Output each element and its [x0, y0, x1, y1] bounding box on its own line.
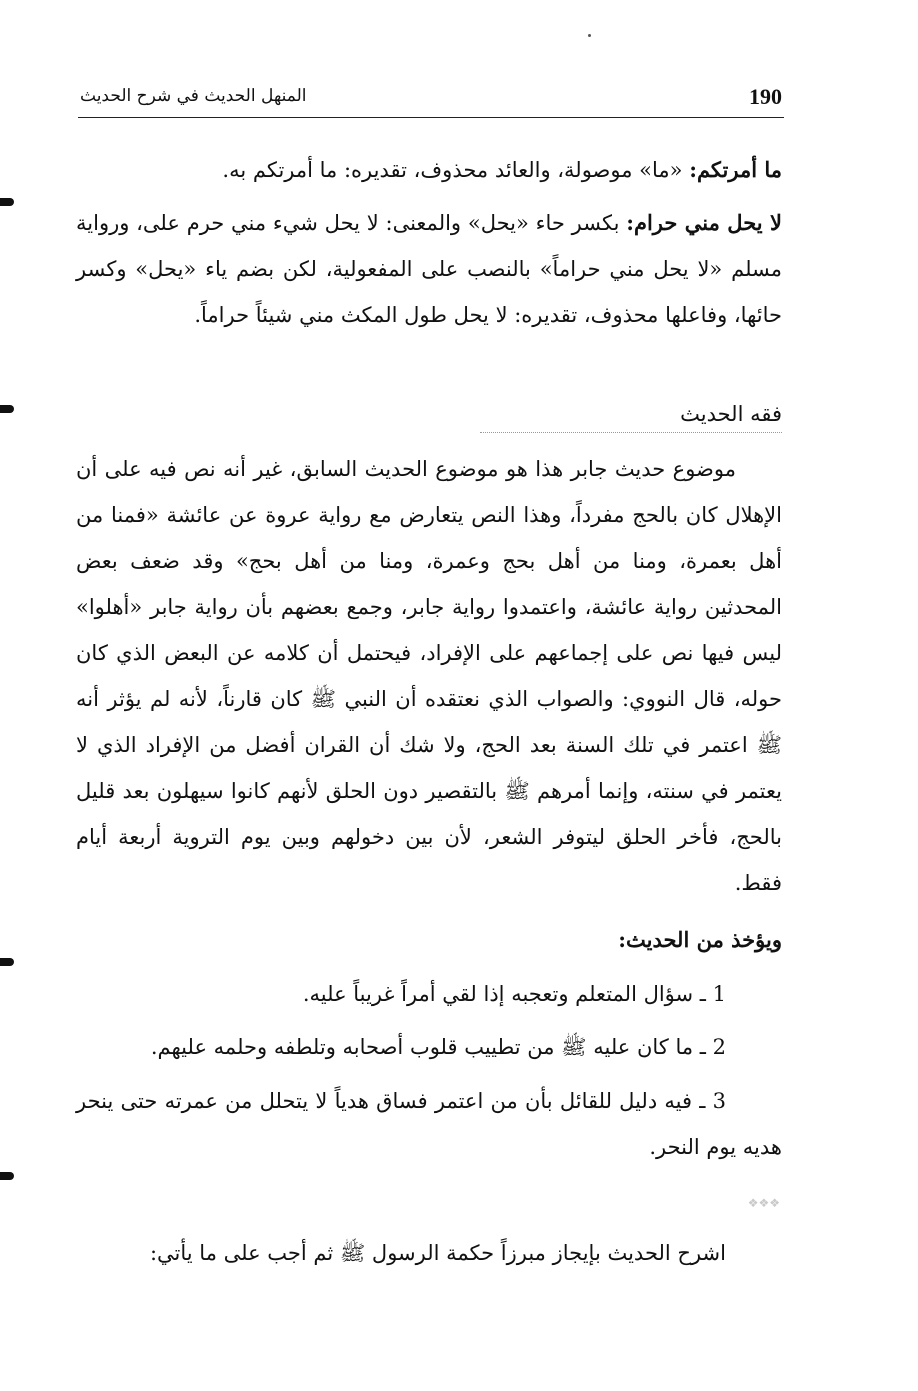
header-rule [78, 117, 784, 118]
lesson-item: 1 ـ سؤال المتعلم وتعجبه إذا لقي أمراً غريباً عليه. [302, 982, 726, 1006]
gloss-text-2: بكسر حاء «يحل» والمعنى: لا يحل شيء مني حرم على، ورواية مسلم «لا يحل مني حراماً» بالنصب على المفعولية، لكن بضم ياء «يحل» وكسر حائها، وفاعلها محذوف، تقديره: لا يحل طول المكث مني شيئاً حراماً. [76, 211, 782, 327]
gloss-term-1: ما أمرتكم: [689, 157, 782, 182]
binding-mark [0, 405, 14, 413]
lesson-item: 2 ـ ما كان عليه ﷺ من تطييب قلوب أصحابه وتلطفه وحلمه عليهم. [150, 1035, 726, 1059]
binding-mark [0, 198, 14, 206]
section-heading-rule [480, 432, 782, 433]
binding-mark [0, 958, 14, 966]
gloss-paragraph-1 [76, 147, 782, 193]
page-header [80, 84, 782, 114]
fiqh-paragraph: موضوع حديث جابر هذا هو موضوع الحديث السابق، غير أنه نص فيه على أن الإهلال كان بالحج مفرداً، وهذا النص يتعارض مع رواية عروة عن عائشة «فمنا من أهل بعمرة، ومنا من أهل بحج وعمرة، ومنا من أهل بحج» وقد ضعف بعض المحدثين رواية عائشة، واعتمدوا رواية جابر، وجمع بعضهم بأن رواية جابر «أهلوا» ليس فيها نص على إجماعهم على الإفراد، فيحتمل أن كلامه عن البعض الذي كان حوله، قال النووي: والصواب الذي نعتقده أن النبي ﷺ كان قارناً، لأنه لم يؤثر أنه ﷺ اعتمر في تلك السنة بعد الحج، ولا شك أن القران أفضل من الإفراد الذي لا يعتمر في سنته، وإنما أمرهم ﷺ بالتقصير دون الحلق لأنهم كانوا سيهلون بعد قليل بالحج، فأخر الحلق ليتوفر الشعر، لأن بين دخولهم وبين يوم التروية أربعة أيام فقط. [76, 457, 782, 895]
faint-ornament: ❖❖❖ [747, 1196, 780, 1210]
section-heading: فقه الحديث [680, 402, 782, 426]
scan-speck [588, 34, 591, 37]
lesson-item: 3 ـ فيه دليل للقائل بأن من اعتمر فساق هدياً لا يتحلل من عمرته حتى ينحر هديه يوم النحر. [76, 1089, 782, 1159]
running-title: المنهل الحديث في شرح الحديث [80, 86, 307, 106]
gloss-text-1: «ما» موصولة، والعائد محذوف، تقديره: ما أمرتكم به. [222, 158, 690, 182]
gloss-term-2: لا يحل مني حرام: [626, 210, 782, 235]
lessons-heading: ويؤخذ من الحديث: [618, 927, 782, 952]
gloss-paragraph-2 [76, 200, 782, 338]
binding-mark [0, 1172, 14, 1180]
page-number: 190 [749, 84, 782, 109]
exercise-instruction: اشرح الحديث بإيجاز مبرزاً حكمة الرسول ﷺ ثم أجب على ما يأتي: [149, 1241, 726, 1265]
